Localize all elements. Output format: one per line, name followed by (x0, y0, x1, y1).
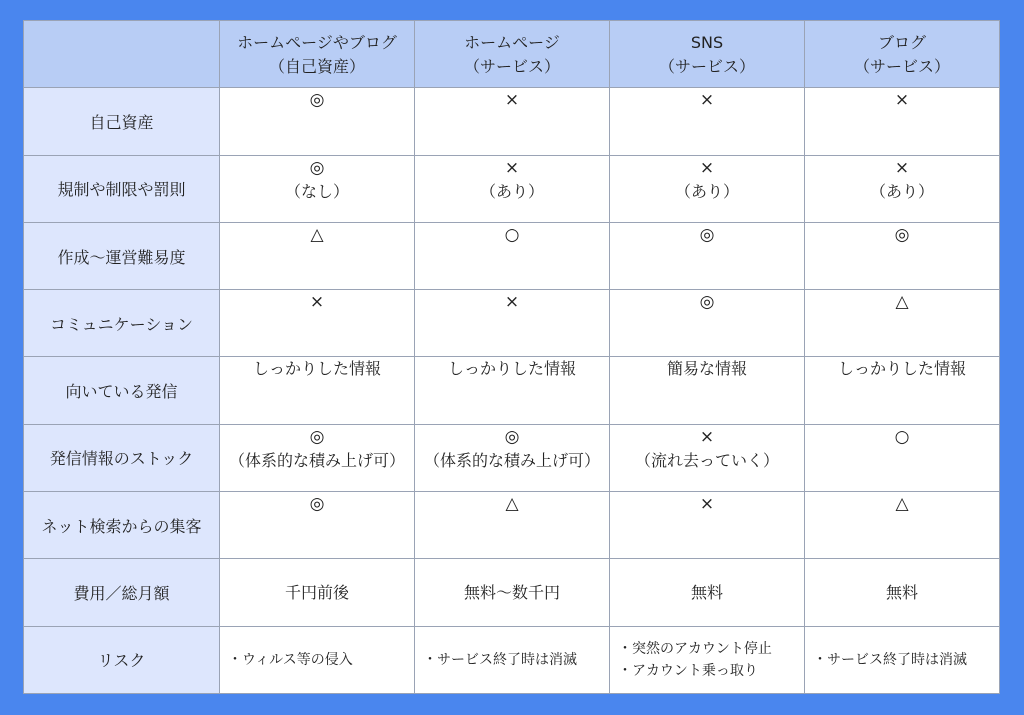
row-label: 費用／総月額 (24, 559, 220, 626)
table-cell (610, 88, 805, 155)
table-cell (415, 88, 610, 155)
table-cell (805, 559, 1000, 626)
corner-cell (24, 21, 220, 88)
table-cell (415, 626, 610, 693)
table-row (24, 155, 1000, 222)
rating-mark: × (504, 157, 520, 178)
table-cell (805, 492, 1000, 559)
rating-mark: × (894, 90, 910, 111)
table-cell (415, 559, 610, 626)
rating-mark: ○ (894, 426, 910, 447)
rating-mark: × (504, 90, 520, 111)
table-cell (220, 88, 415, 155)
table-cell (805, 222, 1000, 289)
rating-mark: △ (895, 292, 909, 313)
header-title: ブログ (877, 33, 926, 53)
comparison-table-container (23, 20, 1000, 694)
table-cell (610, 492, 805, 559)
rating-mark: ◎ (699, 292, 715, 313)
table-cell (415, 290, 610, 357)
header-subtitle: （サービス） (463, 57, 560, 77)
header-subtitle: （サービス） (853, 57, 950, 77)
header-cell-blog-service (805, 21, 1000, 88)
table-cell (610, 290, 805, 357)
rating-mark: △ (505, 494, 519, 515)
table-cell (805, 290, 1000, 357)
cell-note: （体系的な積み上げ可） (423, 450, 600, 470)
table-cell (805, 88, 1000, 155)
cell-note: （なし） (284, 181, 349, 201)
cell-text: しっかりした情報 (252, 359, 381, 379)
rating-mark: ◎ (894, 224, 910, 245)
row-label: ネット検索からの集客 (24, 492, 220, 559)
rating-mark: ◎ (309, 494, 325, 515)
comparison-table (23, 20, 1000, 694)
table-cell (220, 492, 415, 559)
rating-mark: ◎ (309, 426, 325, 447)
table-cell (805, 626, 1000, 693)
header-cell-own-site (220, 21, 415, 88)
table-cell (610, 155, 805, 222)
header-cell-homepage-service (415, 21, 610, 88)
cell-note: （あり） (869, 181, 934, 201)
table-cell (220, 290, 415, 357)
table-row (24, 290, 1000, 357)
rating-mark: △ (310, 224, 324, 245)
cell-text: しっかりした情報 (447, 359, 576, 379)
rating-mark: ◎ (309, 90, 325, 111)
header-subtitle: （サービス） (658, 57, 755, 77)
table-cell (415, 492, 610, 559)
table-cell (805, 357, 1000, 424)
risk-item: ・サービス終了時は消滅 (813, 651, 967, 668)
table-cell (220, 424, 415, 491)
table-row (24, 626, 1000, 693)
table-cell (220, 222, 415, 289)
table-row (24, 492, 1000, 559)
table-cell (220, 626, 415, 693)
header-title: ホームページやブログ (237, 33, 397, 53)
header-cell-sns-service (610, 21, 805, 88)
risk-item: ・突然のアカウント停止 (618, 640, 772, 657)
cell-note: （体系的な積み上げ可） (228, 450, 405, 470)
table-cell (415, 155, 610, 222)
rating-mark: × (699, 157, 715, 178)
row-label: 向いている発信 (24, 357, 220, 424)
header-row (24, 21, 1000, 88)
cell-note: （あり） (674, 181, 739, 201)
rating-mark: × (699, 426, 715, 447)
table-row (24, 357, 1000, 424)
risk-item: ・アカウント乗っ取り (618, 662, 758, 679)
row-label: 発信情報のストック (24, 424, 220, 491)
cell-text: しっかりした情報 (837, 359, 966, 379)
table-cell (610, 357, 805, 424)
cost-text: 無料〜数千円 (463, 582, 560, 602)
header-title: SNS (690, 33, 724, 53)
rating-mark: × (699, 494, 715, 515)
table-cell (220, 155, 415, 222)
table-cell (415, 424, 610, 491)
rating-mark: ○ (504, 224, 520, 245)
risk-item: ・ウィルス等の侵入 (228, 651, 353, 668)
row-label: コミュニケーション (24, 290, 220, 357)
table-cell (220, 559, 415, 626)
table-cell (610, 222, 805, 289)
table-cell (805, 424, 1000, 491)
rating-mark: × (894, 157, 910, 178)
row-label: 規制や制限や罰則 (24, 155, 220, 222)
risk-item: ・サービス終了時は消滅 (423, 651, 577, 668)
rating-mark: × (309, 292, 325, 313)
rating-mark: × (699, 90, 715, 111)
rating-mark: ◎ (309, 157, 325, 178)
header-title: ホームページ (464, 33, 560, 53)
rating-mark: △ (895, 494, 909, 515)
header-subtitle: （自己資産） (268, 57, 365, 77)
rating-mark: ◎ (699, 224, 715, 245)
table-row (24, 424, 1000, 491)
cost-text: 無料 (885, 582, 918, 602)
table-cell (610, 424, 805, 491)
rating-mark: × (504, 292, 520, 313)
row-label: 作成〜運営難易度 (24, 222, 220, 289)
rating-mark: ◎ (504, 426, 520, 447)
cell-text: 簡易な情報 (666, 359, 747, 379)
table-cell (415, 222, 610, 289)
table-cell (610, 626, 805, 693)
table-row (24, 222, 1000, 289)
cell-note: （流れ去っていく） (634, 450, 779, 470)
row-label: 自己資産 (24, 88, 220, 155)
table-row (24, 88, 1000, 155)
table-row (24, 559, 1000, 626)
cost-text: 千円前後 (284, 582, 349, 602)
table-cell (415, 357, 610, 424)
table-cell (610, 559, 805, 626)
cost-text: 無料 (690, 582, 723, 602)
table-cell (220, 357, 415, 424)
cell-note: （あり） (479, 181, 544, 201)
row-label: リスク (24, 626, 220, 693)
table-cell (805, 155, 1000, 222)
